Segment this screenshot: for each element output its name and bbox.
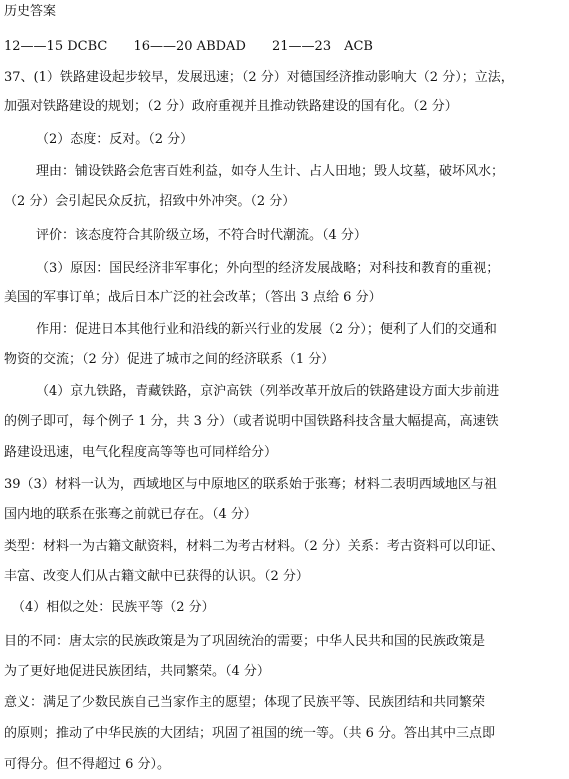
q39-significance-line3: 可得分。但不得超过 6 分）。	[4, 757, 171, 772]
q39-significance-line2: 的原则；推动了中华民族的大团结；巩固了祖国的统一等。（共 6 分。答出其中三点即	[4, 726, 496, 741]
q37-part1-line1: 37、(1）铁路建设起步较早，发展迅速；（2 分）对德国经济推动影响大（2 分）；立法，	[4, 70, 514, 85]
multiple-choice-answers	[4, 37, 395, 57]
q37-part4-line3: 路建设迅速，电气化程度高等等也可同样给分）	[4, 445, 278, 460]
document-title: 历史答案	[4, 4, 57, 19]
q39-part4-similarity: （4）相似之处：民族平等（2 分）	[12, 600, 215, 615]
q37-part4-line1: （4）京九铁路，青藏铁路，京沪高铁（列举改革开放后的铁路建设方面大步前进	[36, 384, 500, 399]
q37-part2-evaluation: 评价：该态度符合其阶级立场，不符合时代潮流。（4 分）	[36, 228, 367, 243]
q37-part3-cause-line1: （3）原因：国民经济非军事化；外向型的经济发展战略；对科技和教育的重视；	[36, 261, 500, 276]
q37-part3-effect-line2: 物资的交流；（2 分）促进了城市之间的经济联系（1 分）	[4, 352, 335, 367]
q37-part2-reason-line1: 理由：铺设铁路会危害百姓利益，如夺人生计、占人田地；毁人坟墓，破坏风水；	[36, 164, 505, 179]
q39-purpose-line2: 为了更好地促进民族团结，共同繁荣。（4 分）	[4, 664, 270, 679]
q37-part3-effect-line1: 作用：促进日本其他行业和沿线的新兴行业的发展（2 分）；便利了人们的交通和	[36, 322, 497, 337]
q39-type-line1: 类型：材料一为古籍文献资料，材料二为考古材料。（2 分）关系：考古资料可以印证、	[4, 539, 504, 554]
q39-part3-line1: 39（3）材料一认为，西域地区与中原地区的联系始于张骞；材料二表明西域地区与祖	[4, 477, 497, 492]
q37-part2-attitude: （2）态度：反对。（2 分）	[36, 132, 194, 147]
q37-part4-line2: 的例子即可，每个例子 1 分，共 3 分）（或者说明中国铁路科技含量大幅提高，高速铁	[4, 414, 499, 429]
answer-group-21-23: 21——23 ACB	[272, 39, 373, 54]
q37-part1-line2: 加强对铁路建设的规划；（2 分）政府重视并且推动铁路建设的国有化。（2 分）	[4, 99, 458, 114]
q39-significance-line1: 意义：满足了少数民族自己当家作主的愿望；体现了民族平等、民族团结和共同繁荣	[4, 695, 486, 710]
q39-purpose-line1: 目的不同：唐太宗的民族政策是为了巩固统治的需要；中华人民共和国的民族政策是	[4, 634, 486, 649]
answer-group-12-15: 12——15 DCBC	[4, 39, 108, 54]
q39-type-line2: 丰富、改变人们从古籍文献中已获得的认识。（2 分）	[4, 569, 309, 584]
answer-group-16-20: 16——20 ABDAD	[133, 39, 246, 54]
q37-part3-cause-line2: 美国的军事订单；战后日本广泛的社会改革；（答出 3 点给 6 分）	[4, 290, 382, 305]
q37-part2-reason-line2: （2 分）会引起民众反抗，招致中外冲突。（2 分）	[4, 194, 296, 209]
q39-part3-line2: 国内地的联系在张骞之前就已存在。（4 分）	[4, 507, 257, 522]
